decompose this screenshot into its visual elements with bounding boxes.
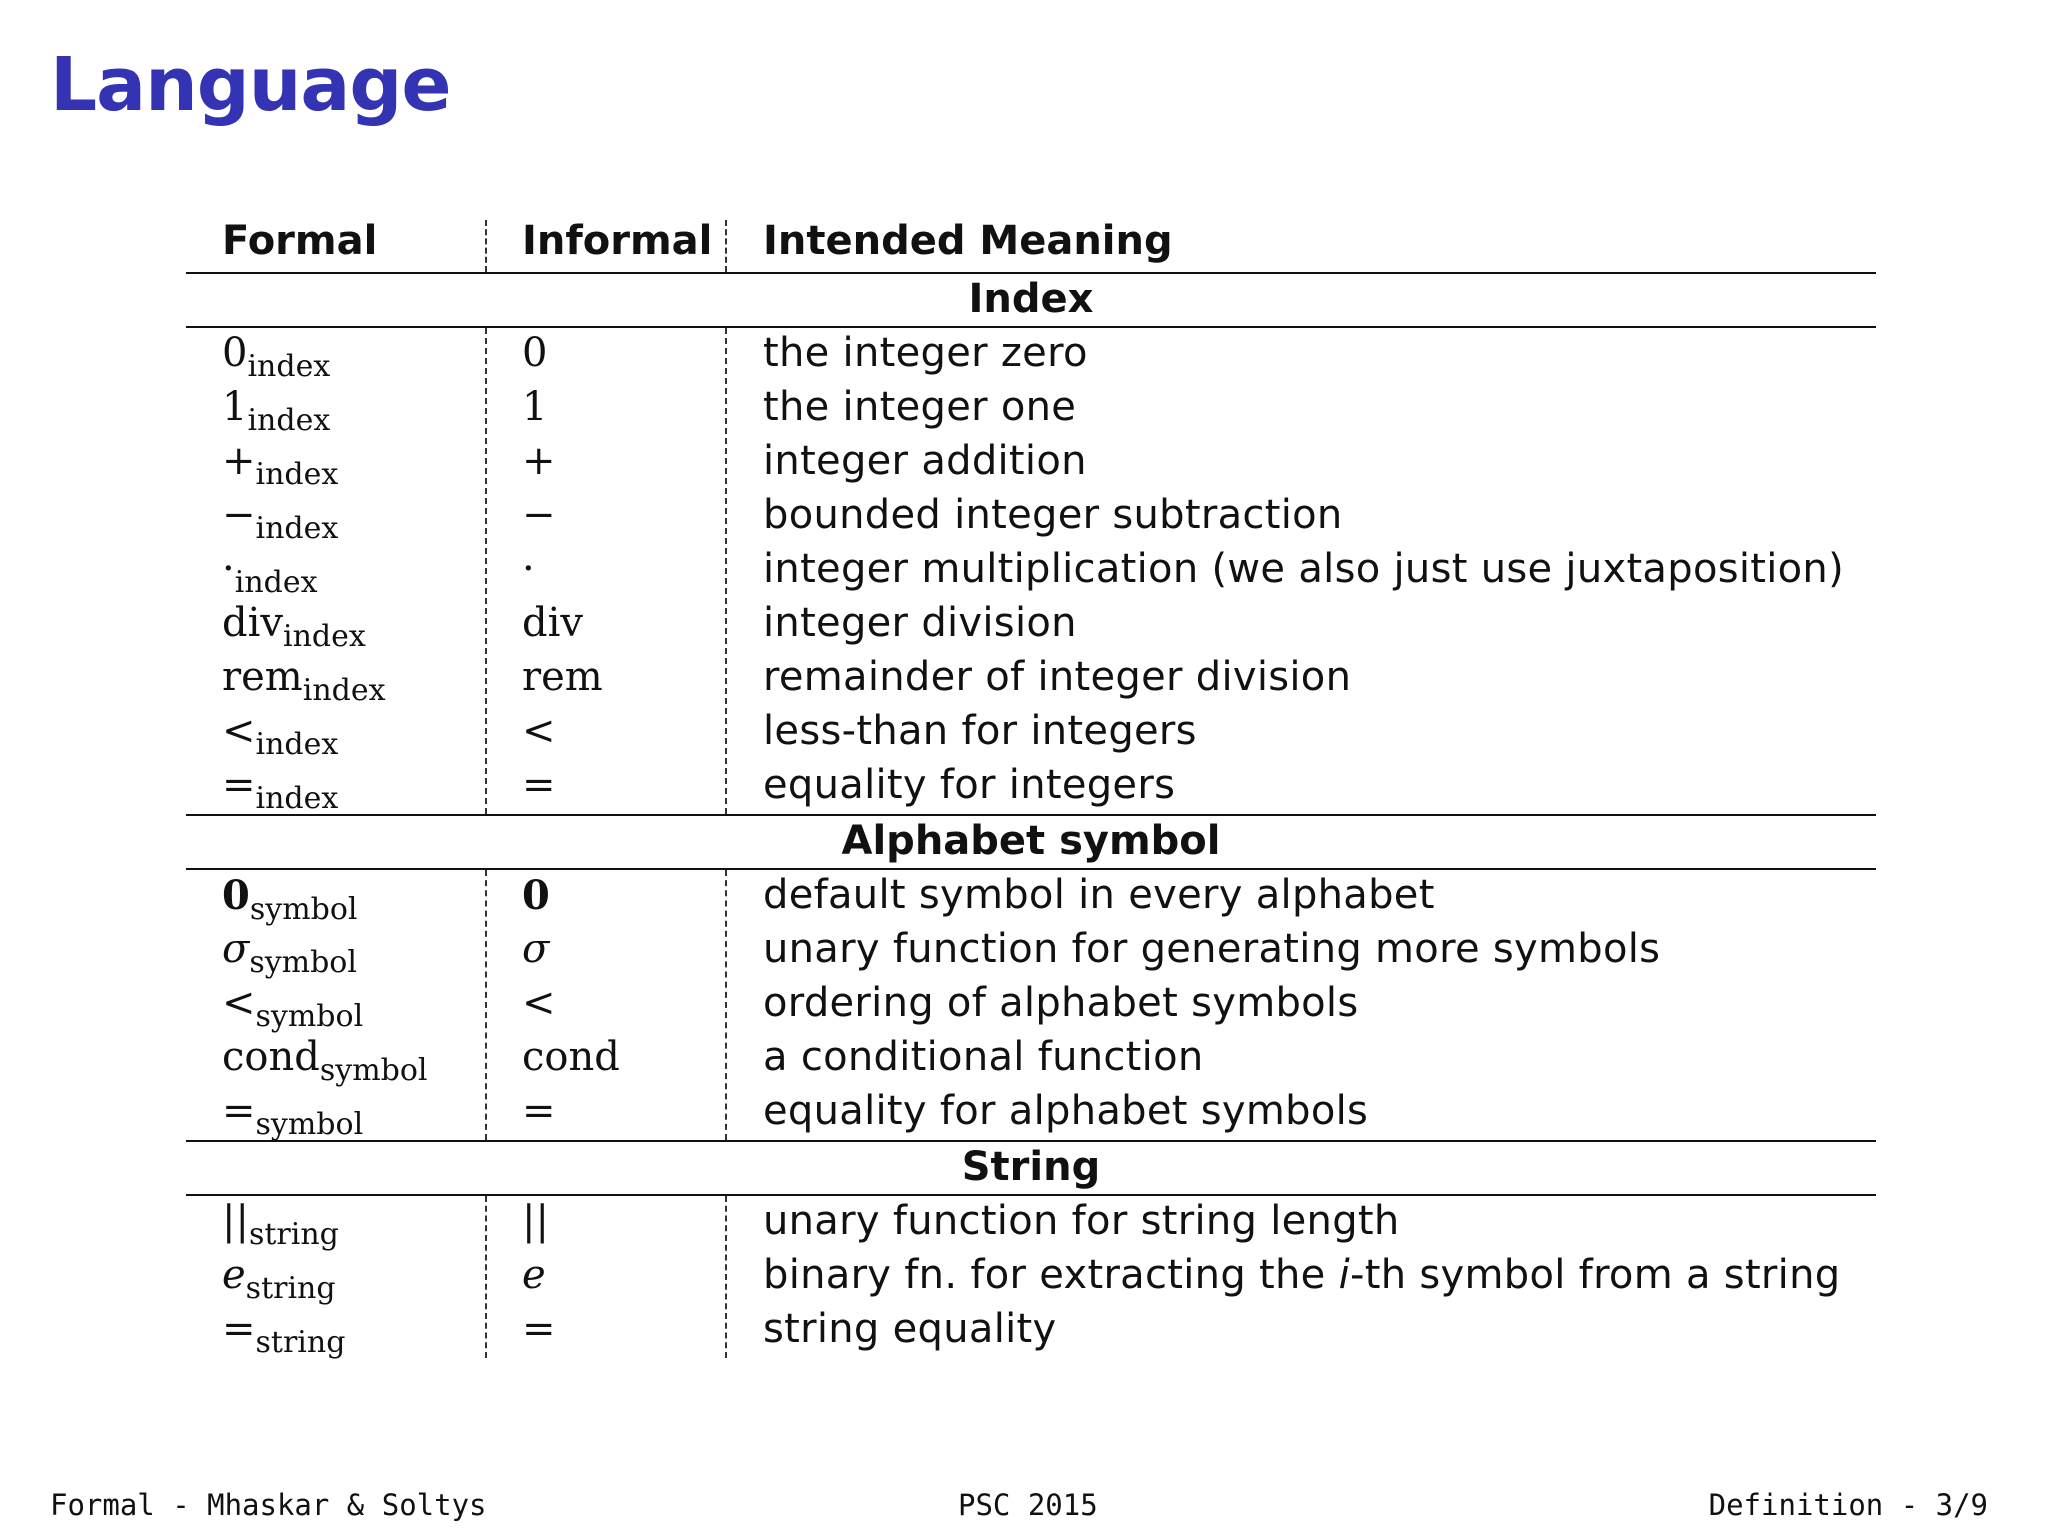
table-body (186, 272, 1876, 1358)
formal-symbol (222, 926, 357, 980)
informal-symbol: = (522, 1306, 556, 1352)
formal-symbol (222, 492, 339, 546)
informal-symbol: = (522, 1088, 556, 1134)
formal-symbol-subscript: symbol (255, 999, 364, 1034)
table-row (186, 598, 1876, 652)
language-table (186, 210, 1876, 1358)
intended-meaning: remainder of integer division (763, 654, 1352, 700)
formal-symbol (222, 1198, 339, 1252)
table-row (186, 1250, 1876, 1304)
formal-symbol (222, 384, 331, 438)
section-heading (186, 1142, 1876, 1194)
intended-meaning: string equality (763, 1306, 1057, 1352)
formal-symbol-subscript: index (247, 403, 331, 438)
intended-meaning: binary fn. for extracting the i-th symbol from a string (763, 1252, 1841, 1298)
formal-symbol-subscript: index (255, 511, 339, 546)
formal-symbol-base: = (222, 762, 256, 808)
informal-symbol: < (522, 980, 556, 1026)
informal-symbol: − (522, 492, 556, 538)
formal-symbol-base: = (222, 1306, 256, 1352)
informal-symbol: · (522, 546, 535, 592)
section-rows (186, 328, 1876, 814)
intended-meaning: unary function for generating more symbols (763, 926, 1661, 972)
intended-meaning: the integer zero (763, 330, 1088, 376)
table-row (186, 544, 1876, 598)
intended-meaning: integer addition (763, 438, 1087, 484)
formal-symbol (222, 1306, 346, 1360)
formal-symbol-base: rem (222, 654, 303, 700)
formal-symbol-subscript: index (283, 619, 366, 654)
section-heading-label: Index (968, 276, 1094, 322)
table-row (186, 1304, 1876, 1358)
table-header (186, 210, 1876, 272)
table-row (186, 760, 1876, 814)
formal-symbol-subscript: string (245, 1271, 336, 1306)
footer-authors: Formal - Mhaskar & Soltys (50, 1488, 487, 1522)
formal-symbol-base: e (222, 1252, 246, 1298)
formal-symbol (222, 1088, 364, 1142)
column-divider (725, 220, 727, 272)
header-informal: Informal (522, 218, 713, 264)
table-row (186, 328, 1876, 382)
intended-meaning: unary function for string length (763, 1198, 1400, 1244)
informal-symbol: rem (522, 654, 603, 700)
footer-page: Definition - 3/9 (1708, 1488, 1988, 1522)
formal-symbol-subscript: index (255, 727, 339, 762)
formal-symbol-base: div (222, 600, 283, 646)
formal-symbol (222, 980, 364, 1034)
header-formal: Formal (222, 218, 378, 264)
formal-symbol-subscript: index (302, 673, 386, 708)
informal-symbol: e (522, 1252, 546, 1298)
intended-meaning: equality for integers (763, 762, 1176, 808)
formal-symbol-base: σ (222, 926, 250, 972)
column-divider (485, 220, 487, 272)
informal-symbol: + (522, 438, 556, 484)
table-row (186, 1196, 1876, 1250)
formal-symbol-base: || (222, 1198, 249, 1244)
informal-symbol: cond (522, 1034, 620, 1080)
formal-symbol-base: 1 (222, 384, 248, 430)
informal-symbol: 0 (522, 330, 548, 376)
slide-title: Language (50, 42, 451, 128)
intended-meaning: less-than for integers (763, 708, 1197, 754)
table-row (186, 1032, 1876, 1086)
formal-symbol (222, 438, 339, 492)
section-heading-label: Alphabet symbol (841, 818, 1221, 864)
intended-meaning: integer division (763, 600, 1077, 646)
intended-meaning: integer multiplication (we also just use juxtaposition) (763, 546, 1844, 592)
formal-symbol-subscript: index (255, 457, 339, 492)
italic-index-letter: i (1338, 1252, 1351, 1298)
table-row (186, 924, 1876, 978)
intended-meaning: equality for alphabet symbols (763, 1088, 1369, 1134)
section-heading (186, 816, 1876, 868)
formal-symbol (222, 1034, 428, 1088)
intended-meaning: bounded integer subtraction (763, 492, 1343, 538)
formal-symbol-subscript: string (248, 1217, 339, 1252)
formal-symbol (222, 330, 331, 384)
formal-symbol-base: cond (222, 1034, 320, 1080)
formal-symbol (222, 708, 339, 762)
table-row (186, 652, 1876, 706)
table-row (186, 870, 1876, 927)
formal-symbol-base: + (222, 438, 256, 484)
intended-meaning: default symbol in every alphabet (763, 872, 1435, 918)
intended-meaning: the integer one (763, 384, 1077, 430)
formal-symbol (222, 546, 318, 600)
formal-symbol-base: 0 (222, 330, 248, 376)
formal-symbol-subscript: string (255, 1325, 346, 1360)
section-heading (186, 274, 1876, 326)
formal-symbol (222, 1252, 336, 1306)
informal-symbol: σ (522, 926, 550, 972)
table-row (186, 382, 1876, 436)
formal-symbol (222, 654, 386, 708)
informal-symbol: || (522, 1198, 549, 1244)
formal-symbol-base: < (222, 980, 256, 1026)
footer-venue: PSC 2015 (958, 1488, 1098, 1522)
informal-symbol: div (522, 600, 583, 646)
table-row (186, 706, 1876, 760)
formal-symbol-subscript: index (255, 781, 339, 816)
informal-symbol: 1 (522, 384, 548, 430)
formal-symbol-base: · (222, 546, 235, 592)
formal-symbol-subscript: symbol (249, 892, 358, 927)
table-row (186, 978, 1876, 1032)
section-rows (186, 870, 1876, 1140)
formal-symbol-base: < (222, 708, 256, 754)
formal-symbol-subscript: symbol (249, 945, 357, 980)
section-heading-label: String (961, 1144, 1101, 1190)
formal-symbol (222, 762, 339, 816)
intended-meaning: a conditional function (763, 1034, 1204, 1080)
formal-symbol-subscript: symbol (319, 1053, 428, 1088)
formal-symbol-subscript: symbol (255, 1107, 364, 1142)
formal-symbol-subscript: index (234, 565, 318, 600)
section-rows (186, 1196, 1876, 1358)
formal-symbol (222, 600, 366, 654)
table-row (186, 436, 1876, 490)
informal-symbol: 0 (522, 872, 550, 919)
informal-symbol: = (522, 762, 556, 808)
table-row (186, 1086, 1876, 1140)
intended-meaning: ordering of alphabet symbols (763, 980, 1359, 1026)
formal-symbol-base: = (222, 1088, 256, 1134)
formal-symbol (222, 872, 358, 927)
informal-symbol: < (522, 708, 556, 754)
header-meaning: Intended Meaning (763, 218, 1173, 264)
table-row (186, 490, 1876, 544)
formal-symbol-subscript: index (247, 349, 331, 384)
formal-symbol-base: − (222, 492, 256, 538)
formal-symbol-base: 0 (222, 872, 250, 919)
